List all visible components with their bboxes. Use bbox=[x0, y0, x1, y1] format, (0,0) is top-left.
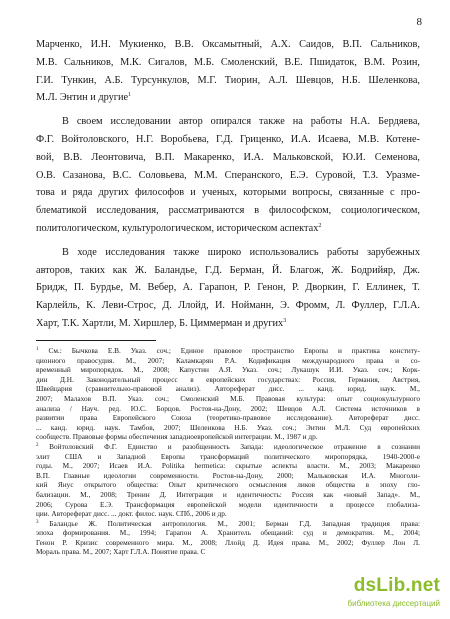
page-number: 8 bbox=[416, 16, 422, 28]
dslib-logo: dsLib.net bbox=[353, 575, 440, 596]
footnote-line: ционного правосудия. М., 2007; Каламкарян Р.А. Кодификация международного права и со- bbox=[36, 355, 420, 365]
footnote-line: $^2$ Войтоловский Ф.Г. Единство и разобщенность Запада: идеологическое отражение в сознании bbox=[36, 441, 420, 451]
footnote-line: бализации. М., 2008; Тренин Д. Интеграция и идентичность: Россия как «новый Запад». М., bbox=[36, 489, 420, 499]
text-line: Ф.Г. Войтоловского, Н.Г. Воробьева, Г.Д. Гриценко, И.А. Исаева, М.В. Котене- bbox=[36, 133, 420, 145]
text-line: Карлейль, К. Леви-Строс, Д. Ллойд, И. Нойманн, Э. Фромм, Л. Фуллер, Г.Л.А. bbox=[36, 300, 420, 312]
dslib-watermark[interactable] bbox=[300, 575, 440, 611]
footnote-line: Генон Р. Кризис современного мира. М., 2008; Ллойд Д. Идея права. М., 2002; Фуллер Лон Л. bbox=[36, 537, 420, 547]
footnote-line: временный миропорядок. М., 2008; Капустин А.Я. Указ. соч.; Лукашук И.И. Указ. соч.; Корк- bbox=[36, 365, 420, 375]
text-line: Харт, Т.К. Хартли, М. Хиршлер, Б. Циммерман и других$^3$ bbox=[36, 317, 287, 329]
watermark-caption: библиотека диссертаций bbox=[347, 599, 440, 608]
text-line: блематикой исследования, рассматриваются в философском, социологическом, bbox=[36, 205, 420, 217]
footnote-ref: 3 bbox=[283, 317, 287, 324]
text-line: М.В. Сальников, М.К. Сигалов, М.Б. Смоленский, В.Е. Пшидаток, В.М. Розин, bbox=[36, 56, 420, 68]
footnote-line: элит США и Западной Европы трансформаций политического миропорядка, 1940-2000-е bbox=[36, 451, 420, 461]
text-line: М.Л. Энтин и другие$^1$ bbox=[36, 92, 132, 104]
text-line: Бридж, П. Бурдье, М. Вебер, А. Гарапон, Р. Генон, Р. Дворкин, Г. Еллинек, Т. bbox=[36, 282, 420, 294]
footnote-marker: 1 bbox=[36, 347, 39, 352]
footnote-line: 2007; Малахов В.П. Указ. соч.; Смоленский М.Б. Правовая культура: опыт социокультурного bbox=[36, 393, 420, 403]
footnote-line: Швейцария (сравнительно-правовой анализ). Автореферат дисс. ... канд. юрид. наук. М., bbox=[36, 384, 420, 394]
text-line: Г.И. Тункин, А.Б. Турсункулов, М.Г. Тиорин, А.Л. Шевцов, Н.Б. Шеленкова, bbox=[36, 74, 420, 86]
main-text bbox=[36, 36, 420, 333]
footnote-line: ... канд. юрид. наук. Тамбов, 2007; Шеленкова Н.Б. Указ. соч.; Энтин М.Л. Суд европейских bbox=[36, 422, 420, 432]
footnote-marker: 3 bbox=[36, 519, 39, 525]
text-line: О.В. Сазанова, В.С. Соловьева, М.М. Сперанского, Е.Э. Суровой, Т.З. Уразме- bbox=[36, 169, 420, 181]
text-line: В своем исследовании автор опирался также на работы Н.А. Бердяева, bbox=[62, 116, 420, 128]
text-line: това и ряда других философов и ученых, которыми вопросы, связанные с про- bbox=[36, 187, 420, 199]
footnote-line: Мораль права. М., 2007; Харт Г.Л.А. Понятие права. С bbox=[36, 547, 206, 557]
footnote-ref: 2 bbox=[318, 222, 322, 229]
footnotes bbox=[36, 346, 420, 557]
text-line: авторов, таких как Ж. Баландье, Г.Д. Берман, Й. Благож, Ж. Бодрийяр, Дж. bbox=[36, 264, 420, 276]
text-line: политологическом, культурологическом, историческом аспектах$^2$ bbox=[36, 222, 322, 234]
text-line: вой, В.В. Леонтовича, В.П. Макаренко, И.А. Мальковской, Ю.И. Семенова, bbox=[36, 151, 420, 163]
footnote-line: ции. Автореферат дисс. ... докт. филос. наук. СПб., 2006 и др. bbox=[36, 509, 227, 519]
text-line: Марченко, И.Н. Мукиенко, В.В. Оксамытный, А.Х. Саидов, В.П. Сальников, bbox=[36, 39, 420, 50]
footnote-marker: 2 bbox=[36, 442, 39, 448]
footnote-line: годы. М., 2007; Исаев И.А. Politika hermetica: скрытые аспекты власти. М., 2003; Макаренко bbox=[36, 461, 420, 471]
footnote-line: дин Д.Н. Законодательный процесс в европейских государствах: Россия, Германия, Австрия, bbox=[36, 374, 420, 384]
footnote-line: $^1$ См.: Бычкова Е.В. Указ. соч.; Единое правовое пространство Европы и практика конститу- bbox=[36, 346, 420, 355]
footnote-line: кий Янус открытого общества: Опыт критического осмысления ликов общества в эпоху гло- bbox=[36, 480, 420, 490]
footnote-line: развитии права Европейского Союза (теоретико-правовое исследование). Автореферат дисс. bbox=[36, 413, 420, 423]
footnote-line: В.П. Главные идеологии современности. Ростов-на-Дону, 2000; Мальковская И.А. Многоли- bbox=[36, 470, 420, 480]
footnote-line: 2006; Сурова Е.Э. Трансформация европейской модели идентичности в процессе глобализа- bbox=[36, 499, 420, 509]
footnote-line: $^3$ Баландье Ж. Политическая антропология. М., 2001; Берман Г.Д. Западная традиция права: bbox=[36, 518, 420, 528]
footnote-line: сообществ. Правовые формы обеспечения западноевропейской интеграции. М., 1987 и др. bbox=[36, 432, 318, 442]
text-line: В ходе исследования также широко использовались работы зарубежных bbox=[62, 246, 420, 258]
footnote-line: анализа / Науч. ред. Ю.С. Борцов. Ростов-на-Дону, 2002; Шевцов А.Л. Система источников в bbox=[36, 403, 420, 413]
footnote-ref: 1 bbox=[128, 92, 132, 99]
footnote-divider bbox=[36, 340, 156, 341]
footnote-line: эпоха формирования. М., 1994; Гарапон А. Хранитель обещаний: суд и демократия. М., 2004; bbox=[36, 528, 420, 538]
